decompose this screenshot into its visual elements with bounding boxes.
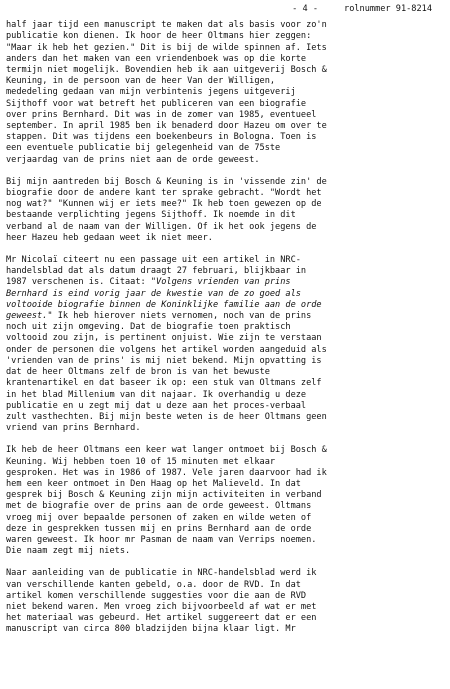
text-line: september. In april 1985 ben ik benaderd door Hazeu om over te <box>6 121 327 132</box>
text-line: half jaar tijd een manuscript te maken dat als basis voor zo'n <box>6 20 327 31</box>
text-line: mededeling gedaan van mijn verbintenis jegens uitgeverij <box>6 87 296 98</box>
text-line: publicatie kon dienen. Ik hoor de heer Oltmans hier zeggen: <box>6 31 312 42</box>
text-line: anders dan het maken van een vriendenboek was op die korte <box>6 53 307 64</box>
text-line: verband al de naam van der Willigen. Of ik het ook jegens de <box>6 221 317 232</box>
text-line: manuscript van circa 800 bladzijden bijna klaar ligt. Mr <box>6 624 296 635</box>
page-number: - 4 - <box>292 4 319 14</box>
text-line: nog wat?" "Kunnen wij er iets mee?" Ik heb toen gewezen op de <box>6 199 322 210</box>
text-line: over prins Bernhard. Dit was in de zomer van 1985, eventueel <box>6 109 317 120</box>
text-line: Keuning, in de persoon van de heer Van der Willigen, <box>6 76 276 87</box>
document-body <box>6 20 444 635</box>
text-line: in het blad Millenium van dit najaar. Ik overhandig u deze <box>6 389 307 400</box>
text-line: gesprek bij Bosch & Keuning zijn mijn activiteiten in verband <box>6 490 322 501</box>
text-line: vriend van prins Bernhard. <box>6 423 141 434</box>
text-line: publicatie en u zegt mij dat u deze aan het proces-verbaal <box>6 400 307 411</box>
text-line: Bernhard is eind vorig jaar de kwestie van de zo goed als <box>6 288 301 299</box>
text-line: voltooide biografie binnen de Koninklijke familie aan de orde <box>6 299 322 310</box>
text-line: biografie door de andere kant ter sprake gebracht. "Wordt het <box>6 188 322 199</box>
text-line: hem een keer ontmoet in Den Haag op het Malieveld. In dat <box>6 478 301 489</box>
text-line: van verschillende kanten gebeld, o.a. door de RVD. In dat <box>6 579 301 590</box>
text-line: bestaande verplichting jegens Sijthoff. Ik noemde in dit <box>6 210 296 221</box>
text-line: Bij mijn aantreden bij Bosch & Keuning is in 'vissende zin' de <box>6 176 327 187</box>
text-line: 'vrienden van de prins' is mij niet bekend. Mijn opvatting is <box>6 355 322 366</box>
text-line: heer Hazeu heb gedaan weet ik niet meer. <box>6 232 213 243</box>
text-line: dat de heer Oltmans zelf de bron is van het bewuste <box>6 367 270 378</box>
document-reference: rolnummer 91-8214 <box>344 4 432 14</box>
text-line: een eventuele publicatie bij gelegenheid van de 75ste <box>6 143 281 154</box>
paragraph <box>6 177 444 244</box>
text-line: 1987 verschenen is. Citaat: "Volgens vrienden van prins <box>6 277 291 288</box>
text-line: handelsblad dat als datum draagt 27 februari, blijkbaar in <box>6 266 307 277</box>
paragraph <box>6 20 444 166</box>
paragraph <box>6 445 444 557</box>
text-line: zult vasthechten. Bij mijn beste weten is de heer Oltmans geen <box>6 411 327 422</box>
text-line: artikel komen verschillende suggesties voor die aan de RVD <box>6 590 307 601</box>
text-line: stappen. Dit was tijdens een boekenbeurs in Bologna. Toen is <box>6 132 317 143</box>
text-line: verjaardag van de prins niet aan de orde geweest. <box>6 154 260 165</box>
page-header <box>6 4 444 15</box>
text-line: Mr Nicolaï citeert nu een passage uit een artikel in NRC- <box>6 255 301 266</box>
text-line: gesproken. Het was in 1986 of 1987. Vele jaren daarvoor had ik <box>6 467 327 478</box>
text-line: Naar aanleiding van de publicatie in NRC-handelsblad werd ik <box>6 568 317 579</box>
text-line: "Maar ik heb het gezien." Dit is bij de wilde spinnen af. Iets <box>6 42 327 53</box>
text-line: Sijthoff voor wat betreft het publiceren van een biografie <box>6 98 307 109</box>
text-line: niet bekend waren. Men vroeg zich bijvoorbeeld af wat er met <box>6 601 317 612</box>
text-line: het materiaal was gebeurd. Het artikel suggereert dat er een <box>6 613 317 624</box>
text-line: onder de personen die volgens het artikel worden aangeduid als <box>6 344 327 355</box>
text-line: noch uit zijn omgeving. Dat de biografie toen praktisch <box>6 322 291 333</box>
text-line: termijn niet mogelijk. Bovendien heb ik aan uitgeverij Bosch & <box>6 65 327 76</box>
text-line: deze in gesprekken tussen mij en prins Bernhard aan de orde <box>6 523 312 534</box>
text-line: Keuning. Wij hebben toen 10 of 15 minuten met elkaar <box>6 456 276 467</box>
text-line: krantenartikel en dat baseer ik op: een stuk van Oltmans zelf <box>6 378 322 389</box>
text-line: voltooid zou zijn, is pertinent onjuist. Wie zijn te verstaan <box>6 333 322 344</box>
paragraph <box>6 255 444 434</box>
text-line: geweest." Ik heb hierover niets vernomen, noch van de prins <box>6 311 312 322</box>
text-line: Die naam zegt mij niets. <box>6 546 131 557</box>
paragraph <box>6 568 444 635</box>
text-line: vroeg mij over bepaalde personen of zaken en wilde weten of <box>6 512 312 523</box>
text-line: met de biografie over de prins aan de orde geweest. Oltmans <box>6 501 312 512</box>
text-line: Ik heb de heer Oltmans een keer wat langer ontmoet bij Bosch & <box>6 445 327 456</box>
text-line: waren geweest. Ik hoor mr Pasman de naam van Verrips noemen. <box>6 534 317 545</box>
